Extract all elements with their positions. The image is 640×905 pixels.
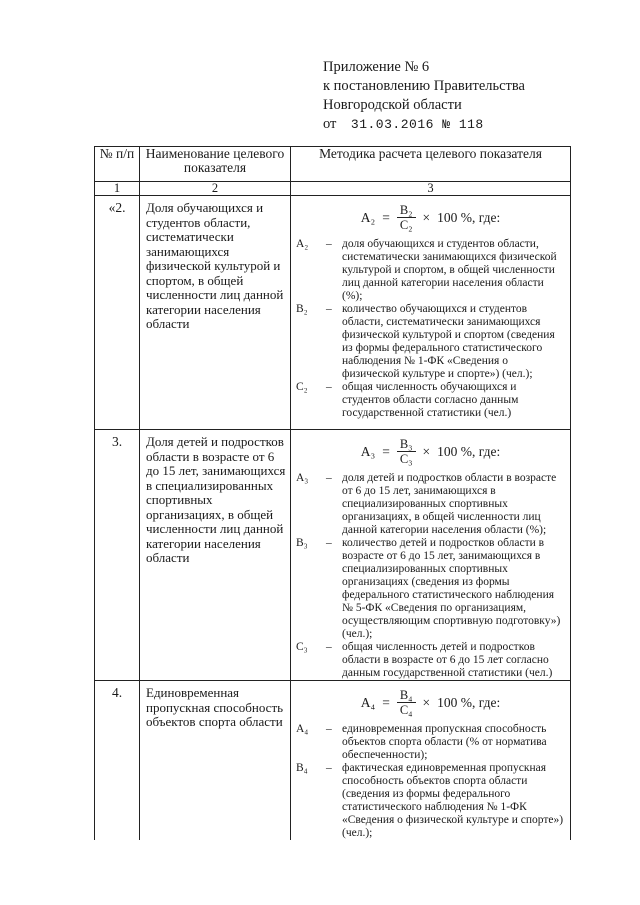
row-number: 4. xyxy=(95,681,140,841)
formula-equals: = xyxy=(382,444,390,459)
formula-times: × xyxy=(422,210,431,225)
definition-text: фактическая единовременная пропускная способность объектов спорта области (сведения из формы федерального статистического наблюдения № 1-ФК «Сведения о физической культуре и спорте») (чел.); xyxy=(342,762,564,839)
column-index: 3 xyxy=(291,182,571,196)
definition-text: доля детей и подростков области в возрасте от 6 до 15 лет, занимающихся в специализированных спортивных организациях, в общей численности лиц данной категории населения области (%); xyxy=(342,472,557,536)
definition-dash: – xyxy=(326,472,332,484)
definition-item xyxy=(291,762,570,840)
table-header-row xyxy=(95,147,571,182)
column-header-method: Методика расчета целевого показателя xyxy=(291,147,571,182)
definition-symbol: A₄ xyxy=(296,723,309,735)
definition-dash: – xyxy=(326,723,332,735)
definition-dash: – xyxy=(326,303,332,315)
indicator-name: Доля детей и подростков области в возрасте от 6 до 15 лет, занимающихся в специализированных спортивных организациях, в общей численности лиц данной категории населения области xyxy=(140,430,291,681)
definition-text: доля обучающихся и студентов области, систематически занимающихся физической культурой и спортом, в общей численности лиц данной категории населения области (%); xyxy=(342,238,557,302)
definition-dash: – xyxy=(326,238,332,250)
definitions-list xyxy=(291,238,570,420)
table-row xyxy=(95,196,571,430)
definition-symbol: B₄ xyxy=(296,762,308,774)
definition-text: количество детей и подростков области в возрасте от 6 до 15 лет, занимающихся в специализированных спортивных организациях (сведения из формы федерального статистического наблюдения № 5-ФК «Сведения по организациям, осуществляющим спортивную подготовку») (чел.); xyxy=(342,537,561,640)
definition-item xyxy=(291,537,570,641)
formula-rhs: 100 %, где: xyxy=(437,444,501,459)
formula-fraction xyxy=(397,438,416,466)
definitions-list xyxy=(291,723,570,840)
method-cell xyxy=(291,430,571,681)
appendix-title: Приложение № 6 xyxy=(323,59,430,75)
formula-equals: = xyxy=(382,695,390,710)
formula-lhs: A₂ xyxy=(360,210,376,225)
formula-denominator: C₃ xyxy=(397,451,416,466)
definition-item xyxy=(291,381,570,420)
appendix-date-line xyxy=(323,115,525,134)
formula xyxy=(291,204,570,232)
formula-rhs: 100 %, где: xyxy=(437,695,501,710)
column-header-number: № п/п xyxy=(95,147,140,182)
formula-times: × xyxy=(422,444,431,459)
row-number: 3. xyxy=(95,430,140,681)
method-cell xyxy=(291,196,571,430)
column-index: 2 xyxy=(140,182,291,196)
formula-denominator: C₂ xyxy=(397,217,416,232)
from-label: от xyxy=(323,116,337,132)
definition-item xyxy=(291,238,570,303)
definition-text: общая численность детей и подростков области в возрасте от 6 до 15 лет согласно данным государственной статистики (чел.) xyxy=(342,641,553,679)
indicators-table xyxy=(94,146,571,840)
formula-rhs: 100 %, где: xyxy=(437,210,501,225)
definition-item xyxy=(291,723,570,762)
definition-text: единовременная пропускная способность объектов спорта области (% от норматива обеспеченности); xyxy=(342,723,547,761)
definition-symbol: B₃ xyxy=(296,537,308,549)
appendix-region: Новгородской области xyxy=(323,97,462,113)
definition-item xyxy=(291,303,570,381)
column-index-row xyxy=(95,182,571,196)
definition-dash: – xyxy=(326,381,332,393)
column-header-name: Наименование целевого показателя xyxy=(140,147,291,182)
formula xyxy=(291,438,570,466)
formula-fraction xyxy=(397,204,416,232)
formula-lhs: A₃ xyxy=(360,444,376,459)
definition-text: количество обучающихся и студентов области, систематически занимающихся физической культурой и спортом (сведения из формы федерального статистического наблюдения № 1-ФК «Сведения о физической культуре и спорте») (чел.); xyxy=(342,303,555,380)
formula-numerator: B₄ xyxy=(399,688,413,702)
definitions-list xyxy=(291,472,570,680)
definition-dash: – xyxy=(326,641,332,653)
definition-dash: – xyxy=(326,762,332,774)
definition-item xyxy=(291,641,570,680)
table-row xyxy=(95,430,571,681)
indicator-name: Доля обучающихся и студентов области, систематически занимающихся физической культурой и спортом, в общей численности лиц данной категории населения области xyxy=(140,196,291,430)
formula-fraction xyxy=(397,689,416,717)
formula-times: × xyxy=(422,695,431,710)
formula-lhs: A₄ xyxy=(360,695,376,710)
definition-symbol: A₃ xyxy=(296,472,309,484)
formula-denominator: C₄ xyxy=(397,702,416,717)
definition-dash: – xyxy=(326,537,332,549)
row-number: «2. xyxy=(95,196,140,430)
definition-symbol: C₃ xyxy=(296,641,308,653)
indicator-name: Единовременная пропускная способность объектов спорта области xyxy=(140,681,291,841)
formula xyxy=(291,689,570,717)
document-number: 31.03.2016 № 118 xyxy=(350,117,484,132)
appendix-subtitle: к постановлению Правительства xyxy=(323,78,525,94)
table-row xyxy=(95,681,571,841)
definition-symbol: B₂ xyxy=(296,303,308,315)
formula-numerator: B₂ xyxy=(399,203,413,217)
definition-item xyxy=(291,472,570,537)
column-index: 1 xyxy=(95,182,140,196)
appendix-header xyxy=(323,58,525,134)
method-cell xyxy=(291,681,571,841)
definition-symbol: A₂ xyxy=(296,238,309,250)
definition-symbol: C₂ xyxy=(296,381,308,393)
definition-text: общая численность обучающихся и студентов области согласно данным государственной статистики (чел.) xyxy=(342,381,519,419)
formula-numerator: B₃ xyxy=(399,437,413,451)
formula-equals: = xyxy=(382,210,390,225)
